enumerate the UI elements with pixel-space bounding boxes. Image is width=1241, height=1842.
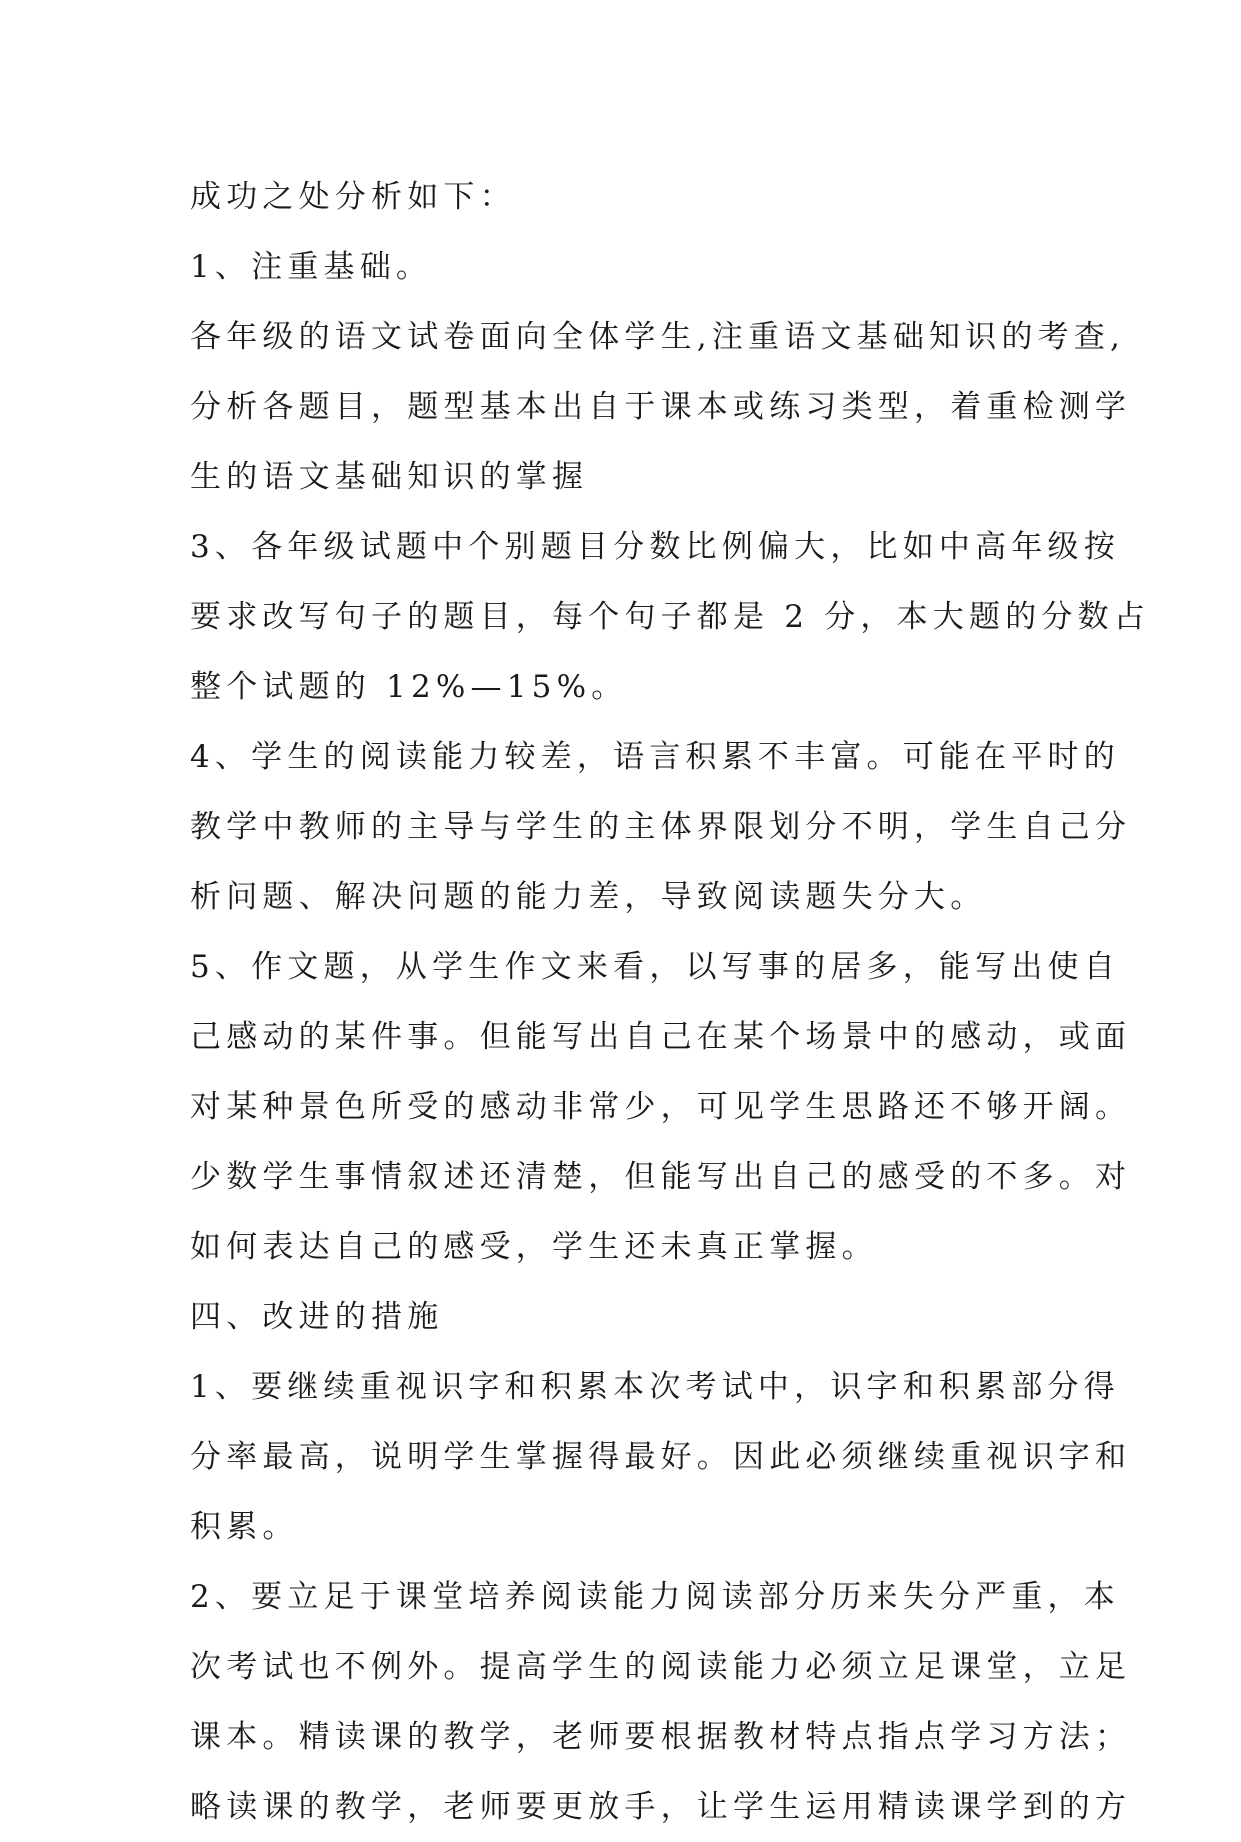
text-line: 对某种景色所受的感动非常少，可见学生思路还不够开阔。 xyxy=(190,1089,1132,1125)
text-line: 课本。精读课的教学，老师要根据教材特点指点学习方法； xyxy=(190,1719,1132,1755)
text-line: 要求改写句子的题目，每个句子都是 2 分，本大题的分数占 xyxy=(190,599,1151,635)
text-line: 积累。 xyxy=(190,1509,299,1545)
text-line: 分率最高，说明学生掌握得最好。因此必须继续重视识字和 xyxy=(190,1439,1132,1475)
text-line: 成功之处分析如下： xyxy=(190,179,516,215)
text-line: 少数学生事情叙述还清楚，但能写出自己的感受的不多。对 xyxy=(190,1159,1132,1195)
section-heading: 四、改进的措施 xyxy=(190,1299,444,1335)
text-line: 析问题、解决问题的能力差，导致阅读题失分大。 xyxy=(190,879,987,915)
text-line: 5、作文题，从学生作文来看，以写事的居多，能写出使自 xyxy=(190,949,1120,985)
text-line: 己感动的某件事。但能写出自己在某个场景中的感动，或面 xyxy=(190,1019,1132,1055)
text-line: 1、注重基础。 xyxy=(190,249,433,285)
text-line: 各年级的语文试卷面向全体学生,注重语文基础知识的考查, xyxy=(190,319,1126,355)
text-line: 教学中教师的主导与学生的主体界限划分不明，学生自己分 xyxy=(190,809,1132,845)
text-line: 整个试题的 12%—15%。 xyxy=(190,669,628,705)
text-line: 略读课的教学，老师要更放手，让学生运用精读课学到的方 xyxy=(190,1789,1132,1825)
text-line: 4、学生的阅读能力较差，语言积累不丰富。可能在平时的 xyxy=(190,739,1120,775)
text-line: 1、要继续重视识字和积累本次考试中，识字和积累部分得 xyxy=(190,1369,1120,1405)
text-line: 次考试也不例外。提高学生的阅读能力必须立足课堂，立足 xyxy=(190,1649,1132,1685)
text-line: 如何表达自己的感受，学生还未真正掌握。 xyxy=(190,1229,878,1265)
text-line: 2、要立足于课堂培养阅读能力阅读部分历来失分严重，本 xyxy=(190,1579,1120,1615)
text-line: 3、各年级试题中个别题目分数比例偏大，比如中高年级按 xyxy=(190,529,1120,565)
text-line: 分析各题目，题型基本出自于课本或练习类型，着重检测学 xyxy=(190,389,1132,425)
text-line: 生的语文基础知识的掌握 xyxy=(190,459,589,495)
document-body xyxy=(190,162,1151,1842)
